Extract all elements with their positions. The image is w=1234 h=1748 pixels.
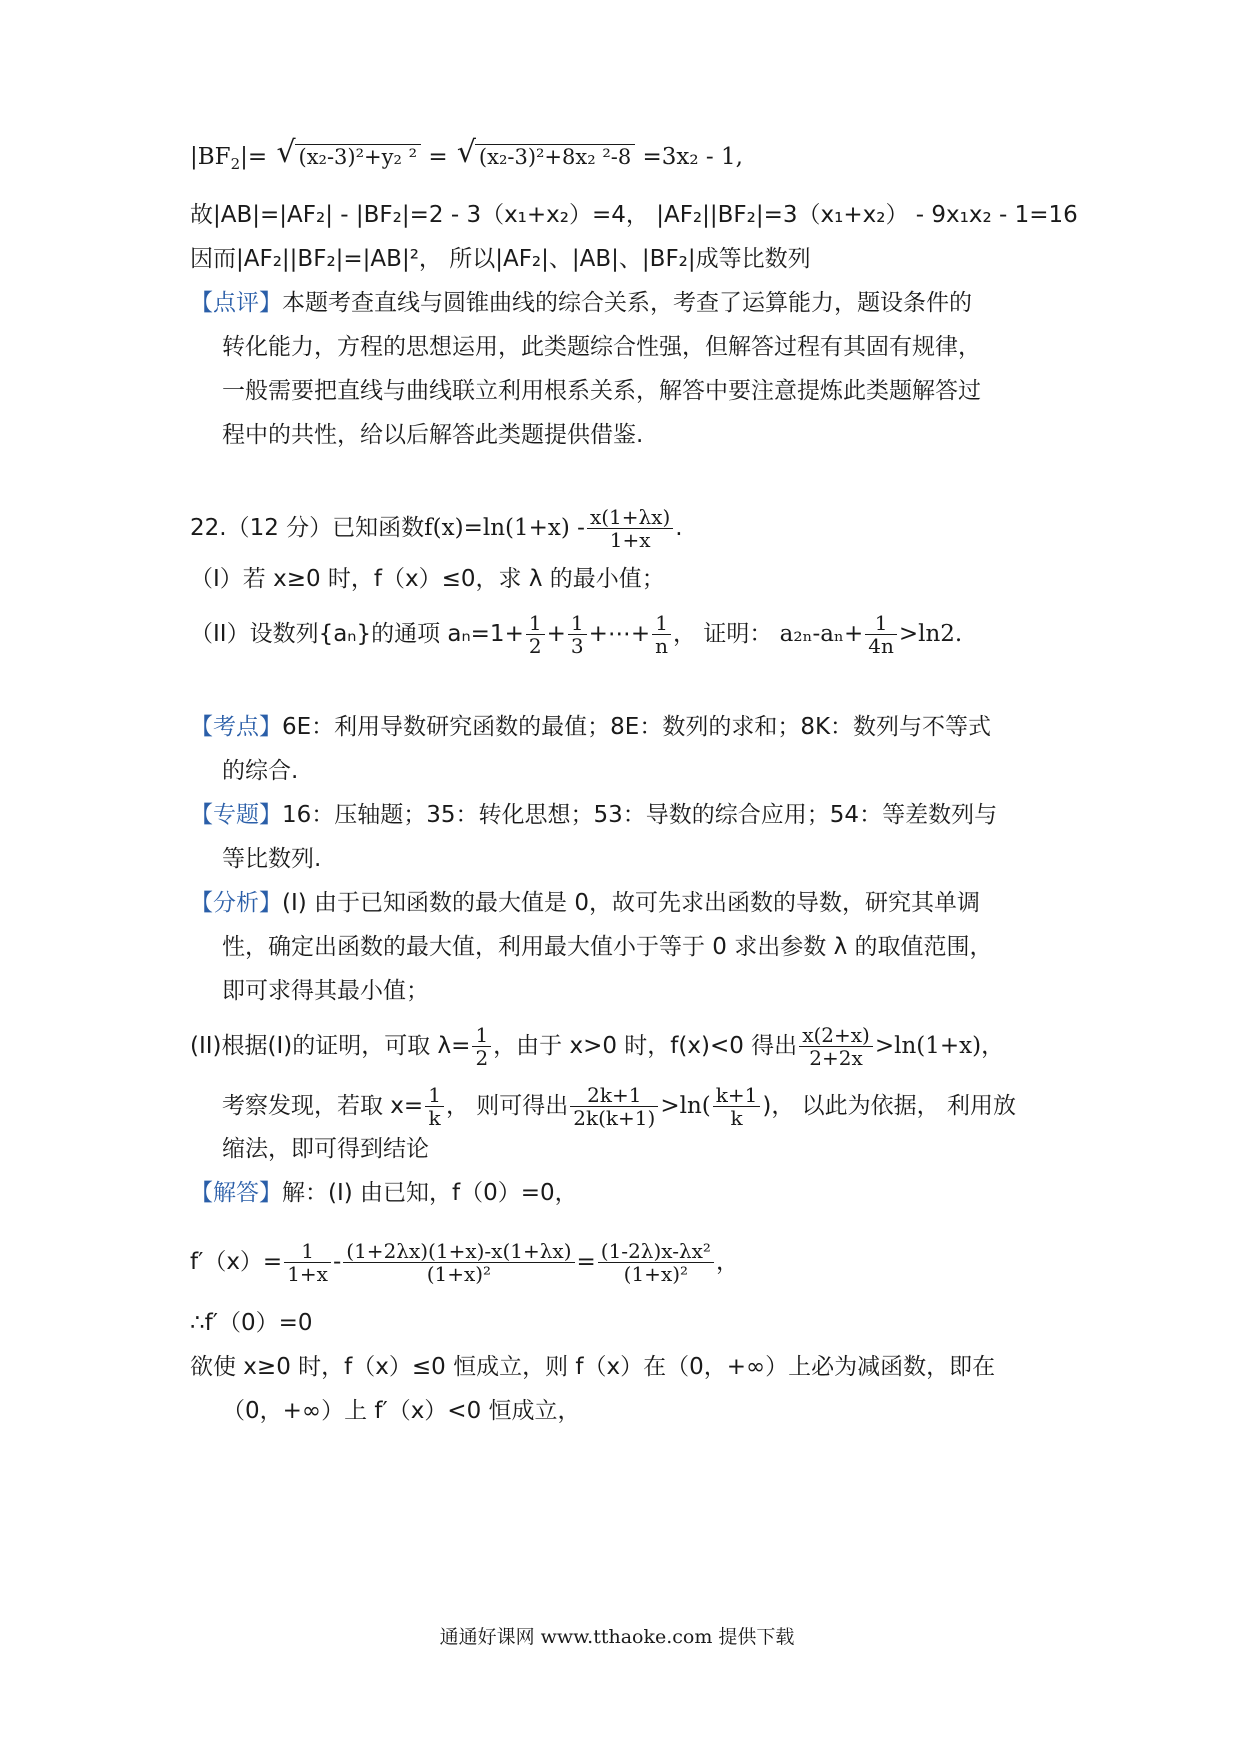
plus-sign: + bbox=[546, 621, 566, 647]
question-22-stem bbox=[190, 506, 683, 551]
ln2-expr: >ln2. bbox=[898, 621, 963, 647]
frac-x2x bbox=[799, 1024, 873, 1069]
jieda-text-1: 解：(I) 由已知，f（0）=0， bbox=[282, 1180, 578, 1206]
dots: +⋯+ bbox=[588, 621, 651, 647]
fenxi-line-2: 性，确定出函数的最大值，利用最大值小于等于 0 求出参数 λ 的取值范围， bbox=[222, 934, 993, 960]
frac-2k1-num: 2k+1 bbox=[570, 1084, 658, 1107]
frac-half-num: 1 bbox=[526, 612, 545, 635]
d-f3-num: (1-2λ)x-λx² bbox=[598, 1240, 714, 1263]
prove-label: ， 证明： bbox=[673, 621, 773, 647]
frac-1-1x bbox=[284, 1240, 331, 1285]
fenxi-line-5 bbox=[222, 1084, 1016, 1129]
derivative-line bbox=[190, 1240, 739, 1285]
frac-1-k bbox=[425, 1084, 444, 1129]
q22-frac-den: 1+x bbox=[609, 528, 651, 552]
jieda-line-3: 欲使 x≥0 时，f（x）≤0 恒成立，则 f（x）在（0，+∞）上必为减函数，即在 bbox=[190, 1354, 996, 1380]
fenxi-line-1 bbox=[190, 886, 980, 920]
fenxi-4a: (II)根据(I)的证明，可取 λ= bbox=[190, 1033, 471, 1059]
d-f2-den: (1+x)² bbox=[426, 1262, 492, 1286]
question-22-part2 bbox=[190, 612, 962, 657]
zhuanti-tag: 【专题】 bbox=[190, 802, 282, 828]
fenxi-line-4 bbox=[190, 1024, 1004, 1069]
frac-k1k-num: k+1 bbox=[713, 1084, 761, 1107]
question-22-part1: （I）若 x≥0 时，f（x）≤0，求 λ 的最小值； bbox=[190, 566, 665, 592]
deriv-label: f′（x）= bbox=[190, 1249, 283, 1275]
fenxi-4b: ，由于 x>0 时，f(x)<0 得出 bbox=[493, 1033, 798, 1059]
review-tag: 【点评】 bbox=[190, 290, 282, 316]
equals-sign: = bbox=[428, 144, 448, 170]
review-line-4: 程中的共性，给以后解答此类题提供借鉴. bbox=[222, 422, 644, 448]
zhuanti-line-2: 等比数列. bbox=[222, 846, 322, 872]
jieda-line-4: （0，+∞）上 f′（x）<0 恒成立， bbox=[222, 1398, 581, 1424]
frac-k1k-den: k bbox=[730, 1106, 743, 1130]
bf2-eq: |= bbox=[240, 144, 268, 170]
bf2-subscript: 2 bbox=[230, 155, 241, 173]
fenxi-5a: 考察发现，若取 x= bbox=[222, 1093, 424, 1119]
review-line-2: 转化能力，方程的思想运用，此类题综合性强，但解答过程有其固有规律， bbox=[222, 334, 981, 360]
fenxi-tag: 【分析】 bbox=[190, 890, 282, 916]
kaodian-line-1 bbox=[190, 710, 991, 744]
geometric-conclusion: 因而|AF₂||BF₂|=|AB|²， 所以|AF₂|、|AB|、|BF₂|成等比数列 bbox=[190, 246, 811, 272]
kaodian-tag: 【考点】 bbox=[190, 714, 282, 740]
jieda-tag: 【解答】 bbox=[190, 1180, 282, 1206]
fenxi-line-3: 即可求得其最小值； bbox=[222, 978, 429, 1004]
frac-lambda-half bbox=[472, 1024, 491, 1069]
frac-1k-den: k bbox=[428, 1106, 441, 1130]
d-f2-num: (1+2λx)(1+x)-x(1+λx) bbox=[343, 1240, 574, 1263]
review-line-3: 一般需要把直线与曲线联立利用根系关系，解答中要注意提炼此类题解答过 bbox=[222, 378, 981, 404]
part2-seq: （II）设数列{aₙ}的通项 aₙ=1+ bbox=[190, 621, 524, 647]
d-minus: - bbox=[332, 1249, 342, 1275]
q22-function: f(x)=ln(1+x) - bbox=[424, 515, 585, 541]
frac-1n-num: 1 bbox=[652, 612, 671, 635]
frac-deriv-3 bbox=[598, 1240, 714, 1285]
bf2-result: =3x₂ - 1, bbox=[642, 144, 743, 170]
frac-lh-num: 1 bbox=[472, 1024, 491, 1047]
q22-end: . bbox=[675, 515, 683, 541]
frac-k1-k bbox=[713, 1084, 761, 1129]
d-f1-den: 1+x bbox=[287, 1262, 328, 1286]
zhuanti-text-1: 16：压轴题；35：转化思想；53：导数的综合应用；54：等差数列与 bbox=[282, 802, 998, 828]
frac-1-4n bbox=[865, 612, 897, 657]
frac-half-den: 2 bbox=[528, 634, 542, 658]
frac-x2x-den: 2+2x bbox=[809, 1046, 863, 1070]
jieda-line-2: ∴f′（0）=0 bbox=[190, 1310, 313, 1336]
page-footer: 通通好课网 www.tthaoke.com 提供下载 bbox=[439, 1626, 795, 1648]
frac-third-num: 1 bbox=[568, 612, 587, 635]
frac-4n-num: 1 bbox=[865, 612, 897, 635]
zhuanti-line-1 bbox=[190, 798, 997, 832]
fenxi-5d: )， 以此为依据， 利用放 bbox=[762, 1093, 1016, 1119]
d-f1-num: 1 bbox=[284, 1240, 331, 1263]
q22-head: 22.（12 分）已知函数 bbox=[190, 515, 425, 541]
review-text-1: 本题考查直线与圆锥曲线的综合关系，考查了运算能力，题设条件的 bbox=[282, 290, 972, 316]
sqrt-2 bbox=[457, 140, 635, 174]
frac-third-den: 3 bbox=[570, 634, 584, 658]
kaodian-text-1: 6E：利用导数研究函数的最值；8E：数列的求和；8K：数列与不等式 bbox=[282, 714, 992, 740]
frac-2k1-den: 2k(k+1) bbox=[573, 1106, 656, 1130]
frac-lh-den: 2 bbox=[475, 1046, 489, 1070]
d-eq: = bbox=[576, 1249, 596, 1275]
fenxi-5b: ， 则可得出 bbox=[445, 1093, 569, 1119]
review-line-1 bbox=[190, 286, 972, 320]
frac-1n-den: n bbox=[655, 634, 669, 658]
frac-2k1 bbox=[570, 1084, 658, 1129]
bf2-equation bbox=[190, 140, 743, 181]
frac-1-n bbox=[652, 612, 671, 657]
frac-1k-num: 1 bbox=[425, 1084, 444, 1107]
a2n-expr: a₂ₙ-aₙ+ bbox=[779, 621, 864, 647]
radicand-1: (x₂-3)²+y₂ ² bbox=[295, 144, 422, 169]
fenxi-line-6: 缩法，即可得到结论 bbox=[222, 1136, 429, 1162]
frac-deriv-2 bbox=[343, 1240, 574, 1285]
jieda-line-1 bbox=[190, 1176, 578, 1210]
frac-third bbox=[568, 612, 587, 657]
q22-frac-num: x(1+λx) bbox=[587, 506, 673, 529]
fenxi-5c: >ln( bbox=[660, 1093, 711, 1119]
kaodian-line-2: 的综合. bbox=[222, 758, 299, 784]
sqrt-1 bbox=[277, 140, 422, 174]
fenxi-text-1: (I) 由于已知函数的最大值是 0，故可先求出函数的导数，研究其单调 bbox=[282, 890, 980, 916]
q22-fraction bbox=[587, 506, 673, 551]
fenxi-4c: >ln(1+x)， bbox=[874, 1033, 1005, 1059]
ab-line: 故|AB|=|AF₂| - |BF₂|=2 - 3（x₁+x₂）=4， |AF₂||BF₂|=3（x₁+x₂） - 9x₁x₂ - 1=16 bbox=[190, 202, 1078, 228]
frac-x2x-num: x(2+x) bbox=[799, 1024, 873, 1047]
radicand-2: (x₂-3)²+8x₂ ²-8 bbox=[475, 144, 635, 169]
bf2-text: |BF bbox=[190, 144, 231, 170]
d-f3-den: (1+x)² bbox=[623, 1262, 689, 1286]
d-end: ， bbox=[715, 1249, 739, 1275]
frac-half bbox=[526, 612, 545, 657]
frac-4n-den: 4n bbox=[868, 634, 894, 658]
